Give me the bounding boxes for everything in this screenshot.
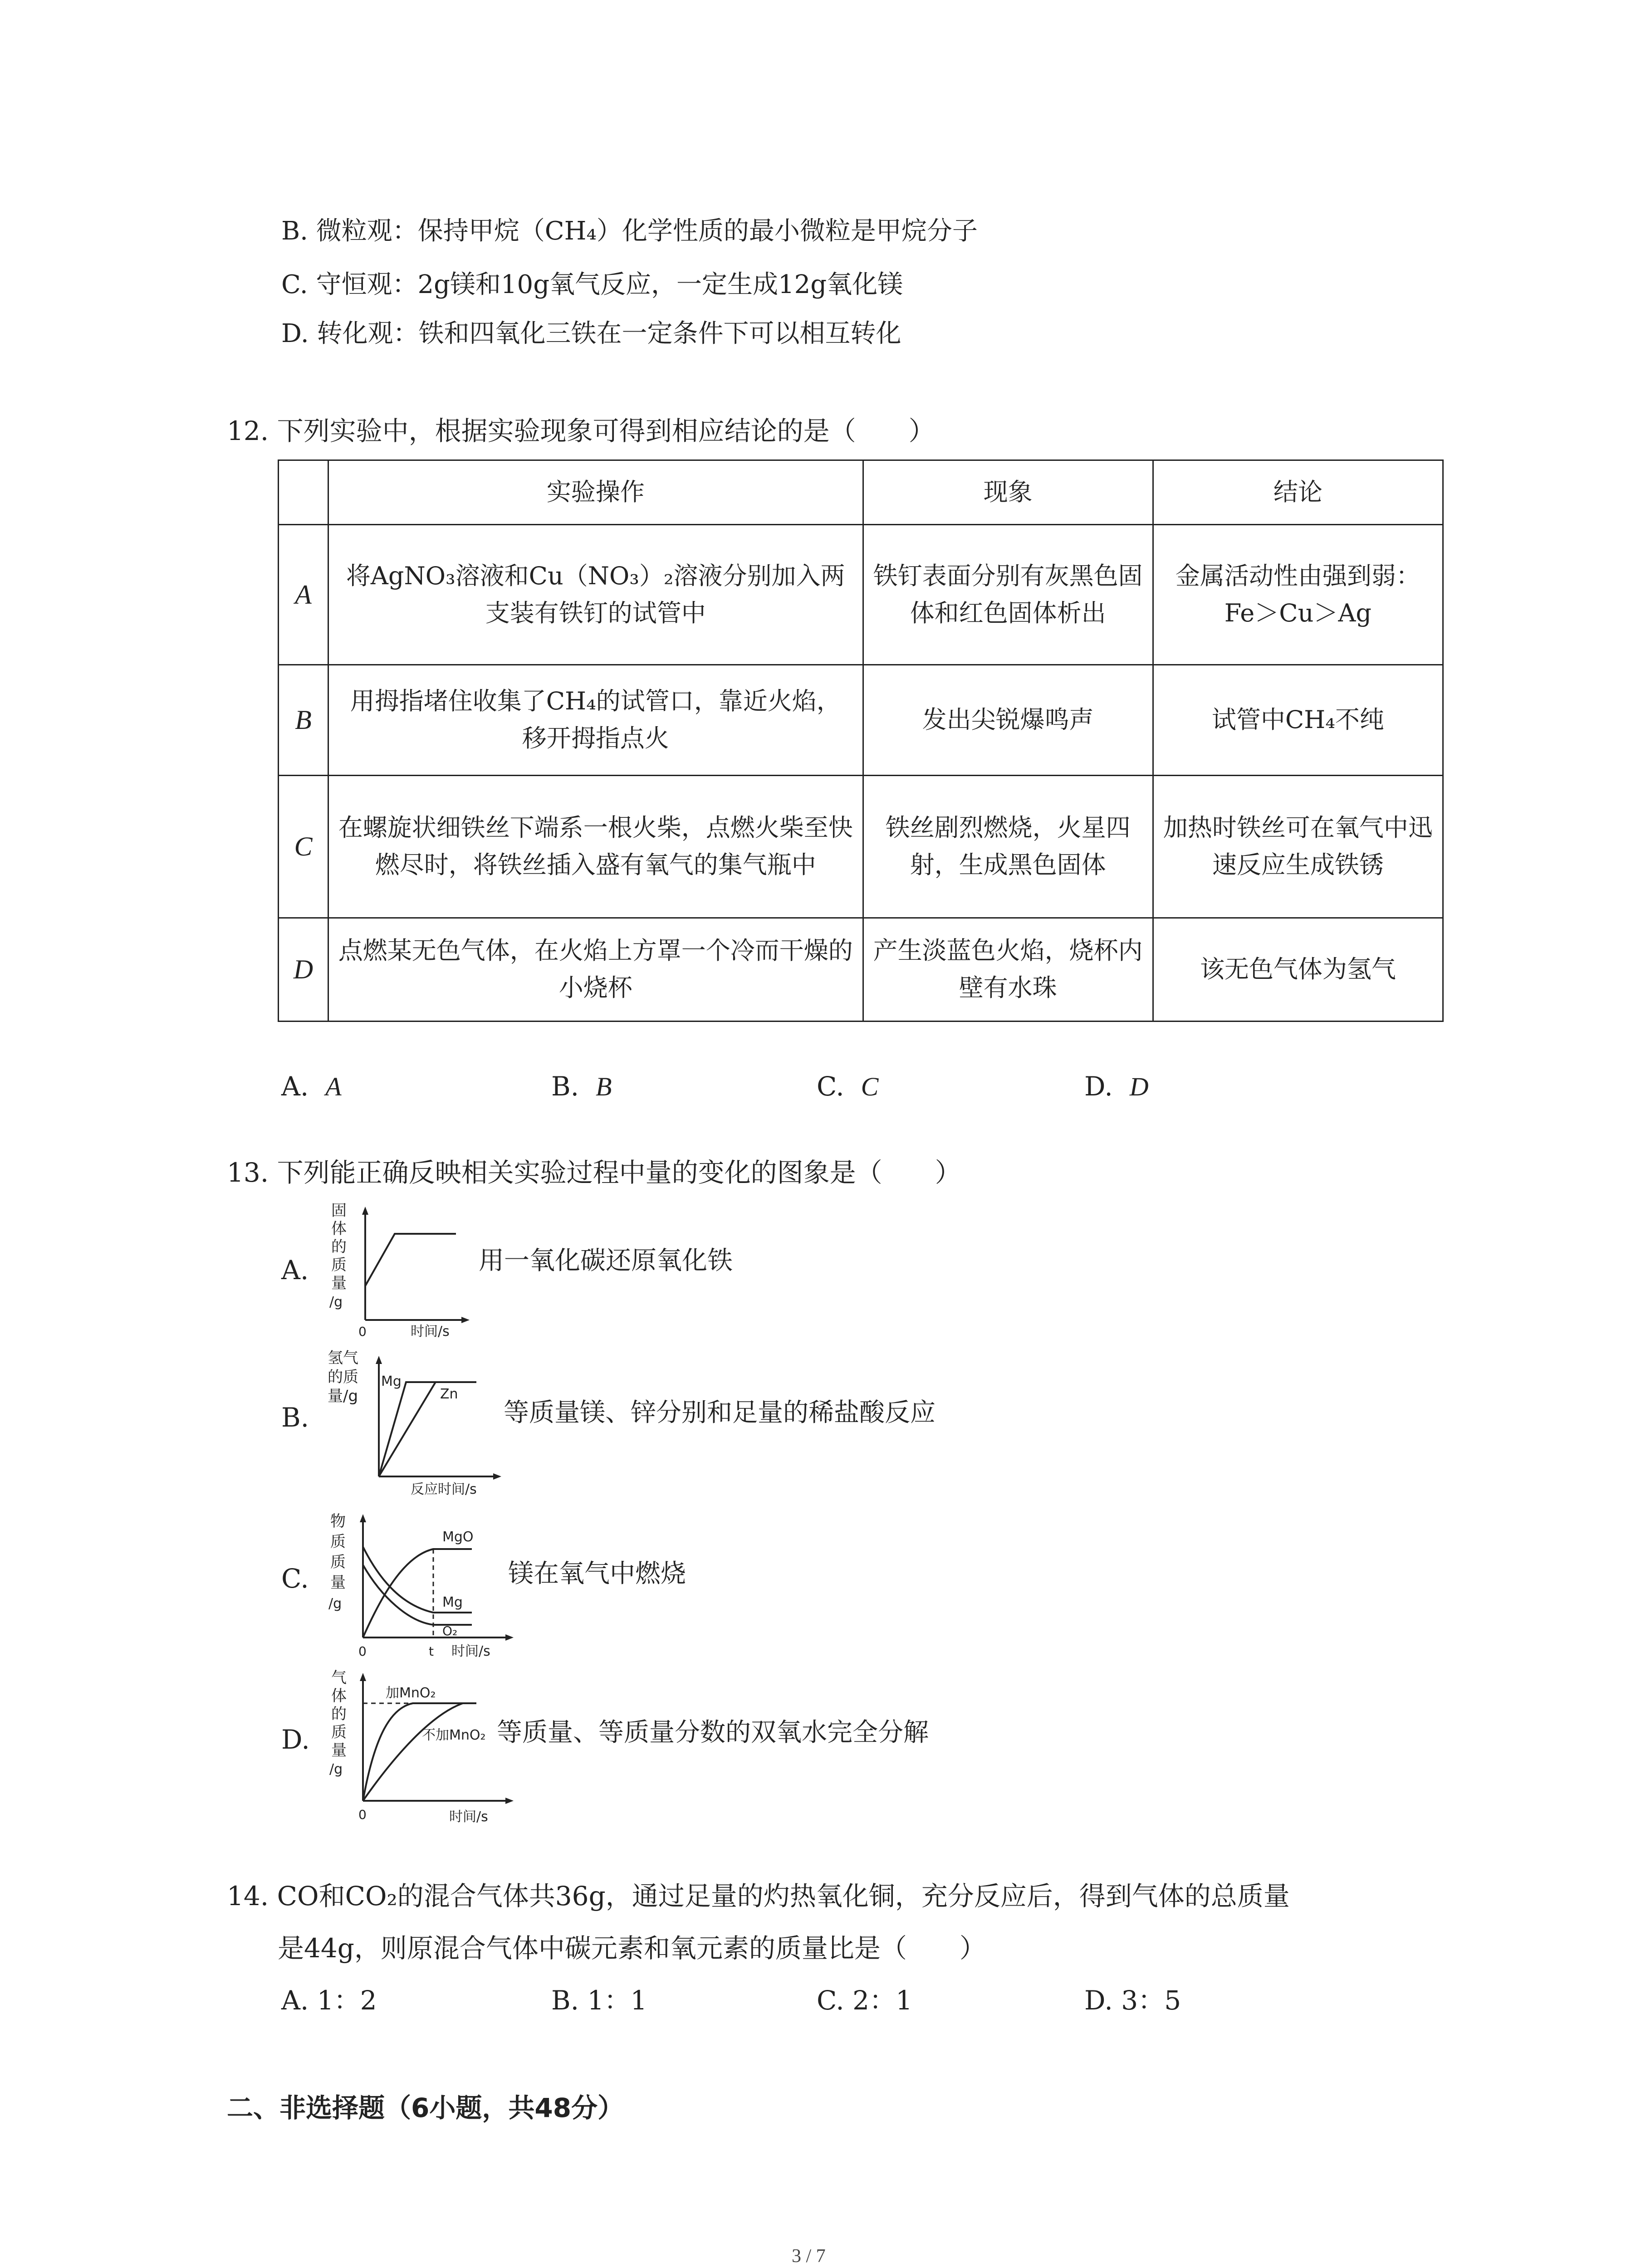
ylabel-char: 量 xyxy=(330,1574,346,1592)
q14-line1: 14. CO和CO₂的混合气体共36g，通过足量的灼热氧化铜，充分反应后，得到气体的总质量 xyxy=(227,1881,1290,1911)
x-axis-label: 时间/s xyxy=(451,1643,490,1659)
ylabel-char: 质 xyxy=(330,1553,346,1571)
curve-label-mgo: MgO xyxy=(442,1529,474,1545)
x-axis-label: 反应时间/s xyxy=(411,1481,477,1497)
q14-line2: 是44g，则原混合气体中碳元素和氧元素的质量比是（ ） xyxy=(278,1933,986,1964)
ylabel-char: 质 xyxy=(330,1533,346,1551)
ylabel-line: 的质 xyxy=(328,1368,358,1386)
q13-option-a-text: 用一氧化碳还原氧化铁 xyxy=(479,1246,733,1276)
option-d-line: D. 转化观：铁和四氧化三铁在一定条件下可以相互转化 xyxy=(281,319,901,348)
ylabel-char: 质 xyxy=(331,1723,347,1741)
curve-label-without-mno2: 不加MnO₂ xyxy=(422,1727,486,1743)
ylabel-char: 的 xyxy=(331,1705,347,1723)
table-row xyxy=(279,918,1443,1021)
phenomenon-cell: 铁丝剧烈燃烧，火星四射，生成黑色固体 xyxy=(863,775,1153,918)
y-axis-arrow xyxy=(360,1673,366,1681)
q12-option-b[interactable]: B. B xyxy=(551,1071,612,1102)
conclusion-cell: 金属活动性由强到弱：Fe＞Cu＞Ag xyxy=(1153,524,1443,665)
x-axis-arrow xyxy=(505,1798,514,1804)
curve-label-zn: Zn xyxy=(440,1386,458,1402)
graph-a-ylabel xyxy=(329,1202,347,1310)
graph-b xyxy=(327,1349,508,1499)
q14-option-c[interactable]: C. 2：1 xyxy=(817,1985,912,2016)
operation-cell: 点燃某无色气体，在火焰上方罩一个冷而干燥的小烧杯 xyxy=(328,918,863,1021)
ylabel-char: 量 xyxy=(331,1741,347,1760)
q12-option-c[interactable]: C. C xyxy=(817,1071,879,1102)
q13-option-c-text: 镁在氧气中燃烧 xyxy=(508,1559,686,1589)
header-cell-operation: 实验操作 xyxy=(328,460,863,525)
operation-cell: 在螺旋状细铁丝下端系一根火柴，点燃火柴至快燃尽时，将铁丝插入盛有氧气的集气瓶中 xyxy=(328,775,863,918)
t-label: t xyxy=(429,1644,434,1659)
y-axis-arrow xyxy=(376,1356,382,1364)
y-axis-arrow xyxy=(362,1207,368,1215)
curve-without-mno2 xyxy=(363,1703,463,1801)
curve-zn xyxy=(379,1382,476,1476)
ylabel-char: 体 xyxy=(331,1220,347,1238)
ylabel-char: 气 xyxy=(331,1669,347,1687)
table-header-row xyxy=(279,460,1443,525)
ylabel-line: 氢气 xyxy=(328,1349,358,1367)
curve-solid-mass xyxy=(365,1234,456,1286)
page-number: 3 / 7 xyxy=(792,2246,826,2267)
table-row xyxy=(279,665,1443,775)
q13-option-c-label[interactable]: C. xyxy=(281,1563,309,1594)
x-axis-label: 时间/s xyxy=(449,1809,488,1825)
section-heading: 二、非选择题（6小题，共48分） xyxy=(227,2092,624,2123)
header-cell-blank xyxy=(279,460,328,525)
conclusion-cell: 试管中CH₄不纯 xyxy=(1153,665,1443,775)
row-label: A xyxy=(279,524,328,665)
row-label: C xyxy=(279,775,328,918)
header-cell-conclusion: 结论 xyxy=(1153,460,1443,525)
option-c-line: C. 守恒观：2g镁和10g氧气反应，一定生成12g氧化镁 xyxy=(281,270,903,299)
conclusion-cell: 该无色气体为氢气 xyxy=(1153,918,1443,1021)
origin-label: 0 xyxy=(358,1807,367,1822)
curve-label-mg: Mg xyxy=(381,1374,402,1389)
x-axis-arrow xyxy=(505,1634,514,1641)
x-axis-arrow xyxy=(493,1473,501,1480)
x-axis-label: 时间/s xyxy=(411,1324,450,1339)
ylabel-char: /g xyxy=(328,1596,342,1612)
q12-option-d[interactable]: D. D xyxy=(1084,1071,1149,1102)
q14-option-a[interactable]: A. 1：2 xyxy=(281,1985,377,2016)
ylabel-line: 量/g xyxy=(328,1387,358,1405)
x-axis-arrow xyxy=(461,1317,470,1323)
q13-option-b-text: 等质量镁、锌分别和足量的稀盐酸反应 xyxy=(504,1398,936,1427)
ylabel-char: /g xyxy=(329,1761,343,1777)
graph-a xyxy=(327,1198,472,1343)
phenomenon-cell: 产生淡蓝色火焰，烧杯内壁有水珠 xyxy=(863,918,1153,1021)
curve-label-with-mno2: 加MnO₂ xyxy=(386,1685,436,1701)
q12-option-a[interactable]: A. A xyxy=(281,1071,342,1102)
q12-stem: 12. 下列实验中，根据实验现象可得到相应结论的是（ ） xyxy=(227,415,935,446)
row-label: D xyxy=(279,918,328,1021)
row-label: B xyxy=(279,665,328,775)
q13-option-d-label[interactable]: D. xyxy=(281,1724,310,1755)
operation-cell: 用拇指堵住收集了CH₄的试管口，靠近火焰，移开拇指点火 xyxy=(328,665,863,775)
q13-option-a-label[interactable]: A. xyxy=(281,1255,309,1286)
q13-option-d-text: 等质量、等质量分数的双氧水完全分解 xyxy=(497,1718,929,1747)
origin-label: 0 xyxy=(358,1324,367,1339)
q14-option-d[interactable]: D. 3：5 xyxy=(1084,1985,1181,2016)
operation-cell: 将AgNO₃溶液和Cu（NO₃）₂溶液分别加入两支装有铁钉的试管中 xyxy=(328,524,863,665)
curve-with-mno2 xyxy=(363,1703,476,1801)
ylabel-char: 量 xyxy=(331,1274,347,1292)
conclusion-cell: 加热时铁丝可在氧气中迅速反应生成铁锈 xyxy=(1153,775,1443,918)
q13-option-b-label[interactable]: B. xyxy=(281,1402,309,1433)
ylabel-char: 体 xyxy=(331,1687,347,1705)
curve-label-o2: O₂ xyxy=(442,1623,458,1638)
table-row xyxy=(279,775,1443,918)
curve-label-mg: Mg xyxy=(442,1594,463,1610)
ylabel-char: 的 xyxy=(331,1238,347,1256)
ylabel-char: 物 xyxy=(330,1512,346,1530)
phenomenon-cell: 铁钉表面分别有灰黑色固体和红色固体析出 xyxy=(863,524,1153,665)
option-b-line: B. 微粒观：保持甲烷（CH₄）化学性质的最小微粒是甲烷分子 xyxy=(281,216,978,246)
q13-stem: 13. 下列能正确反映相关实验过程中量的变化的图象是（ ） xyxy=(227,1157,961,1188)
header-cell-phenomenon: 现象 xyxy=(863,460,1153,525)
q14-option-b[interactable]: B. 1：1 xyxy=(551,1985,647,2016)
q12-experiment-table xyxy=(278,459,1444,1022)
ylabel-char: 固 xyxy=(331,1202,347,1220)
y-axis-arrow xyxy=(360,1514,366,1522)
ylabel-char: 质 xyxy=(331,1256,347,1274)
ylabel-char: /g xyxy=(329,1294,343,1310)
graph-c xyxy=(327,1506,517,1669)
table-row xyxy=(279,524,1443,665)
phenomenon-cell: 发出尖锐爆鸣声 xyxy=(863,665,1153,775)
origin-label: 0 xyxy=(358,1644,367,1659)
graph-d xyxy=(327,1665,517,1833)
